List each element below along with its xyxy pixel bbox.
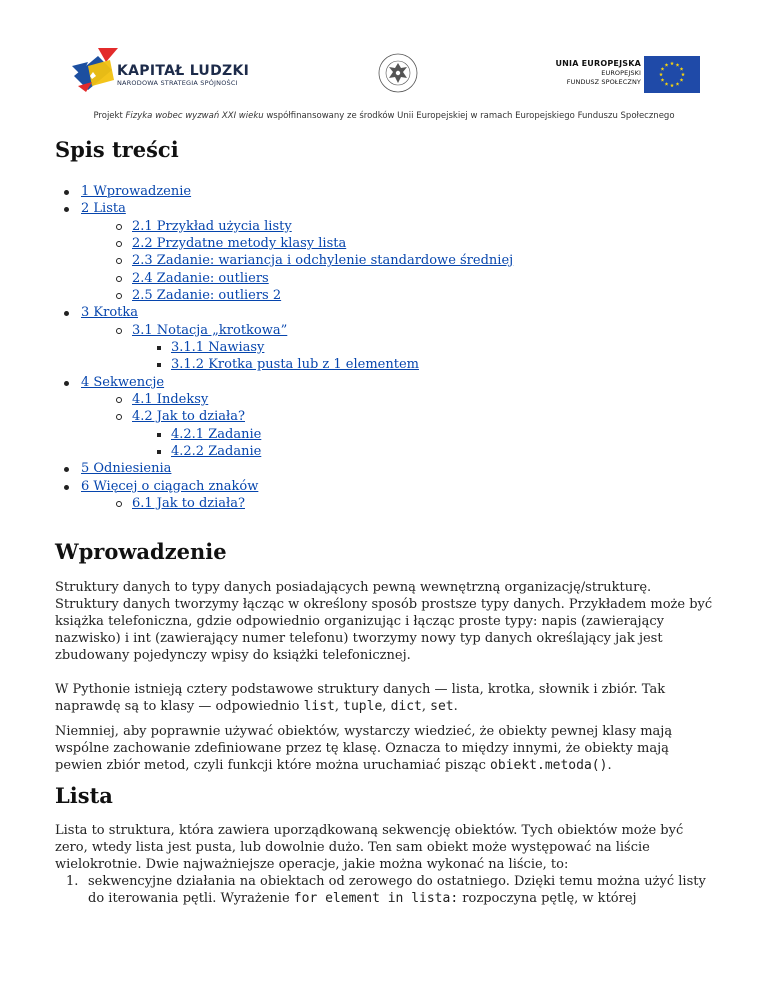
bullet-disc-icon (64, 190, 69, 195)
eu-flag-icon (644, 56, 700, 93)
text: , (382, 699, 391, 714)
list-number: 1. (66, 874, 79, 889)
paragraph-text (55, 723, 715, 774)
intro-paragraph-3 (55, 723, 715, 774)
toc-item (55, 183, 513, 200)
toc-item (55, 391, 513, 408)
toc-link[interactable]: 6 Więcej o ciągach znaków (81, 478, 259, 494)
toc-item (55, 270, 513, 287)
ue-line-1: EUROPEJSKI (601, 69, 641, 77)
intro-paragraph-2 (55, 681, 715, 715)
project-caption (0, 108, 768, 125)
toc-link[interactable]: 4.2 Jak to działa? (132, 409, 245, 425)
list-item (55, 873, 715, 907)
text: W Pythonie istnieją cztery podstawowe struktury danych — lista, krotka, słownik i zbiór. Tak naprawdę są to klasy — odpowiednio (55, 682, 666, 714)
code-tuple: tuple (343, 699, 383, 714)
text: Niemniej, aby poprawnie używać obiektów, wystarczy wiedzieć, że obiekty pewnej klasy mają wspólne zachowanie zdefiniowane przez tę klasę. Oznacza to między innymi, że obiekty mają pewien zbiór metod, czyli funkcji które można uruchamiać pisząc (55, 724, 673, 773)
bullet-circle-icon (116, 224, 122, 230)
bullet-disc-icon (64, 311, 69, 316)
bullet-circle-icon (116, 241, 122, 247)
toc-item (55, 426, 513, 443)
project-post: współfinansowany ze środków Unii Europejskiej w ramach Europejskiego Funduszu Społecznego (263, 111, 675, 121)
ordered-list (55, 873, 715, 907)
code-obiekt-metoda: obiekt.metoda() (490, 758, 608, 773)
kl-title: KAPITAŁ LUDZKI (117, 63, 250, 79)
toc-item (55, 339, 513, 356)
bullet-square-icon (157, 346, 161, 350)
toc-item (55, 443, 513, 460)
toc-item (55, 200, 513, 217)
toc-link[interactable]: 6.1 Jak to działa? (132, 495, 245, 511)
intro-paragraph-1 (55, 579, 715, 664)
bullet-disc-icon (64, 207, 69, 212)
project-pre: Projekt (93, 111, 126, 121)
ue-text (555, 58, 641, 87)
text: rozpoczyna pętlę, w której (458, 891, 637, 906)
toc-item (55, 495, 513, 512)
toc-item (55, 322, 513, 339)
toc-link[interactable]: 4 Sekwencje (81, 374, 165, 390)
bullet-circle-icon (116, 293, 122, 299)
toc-link[interactable]: 4.1 Indeksy (132, 391, 209, 407)
lista-ordered-list (55, 873, 715, 907)
text: . (607, 758, 612, 773)
paragraph-text (55, 681, 715, 715)
bullet-square-icon (157, 450, 161, 454)
toc-item (55, 408, 513, 425)
section-heading-lista: Lista (55, 783, 113, 808)
toc-link[interactable]: 3.1 Notacja „krotkowa” (132, 322, 288, 338)
toc-link[interactable]: 5 Odniesienia (81, 461, 172, 477)
toc-item (55, 252, 513, 269)
kl-subtitle: NARODOWA STRATEGIA SPÓJNOŚCI (117, 79, 238, 87)
toc-link[interactable]: 2.3 Zadanie: wariancja i odchylenie standardowe średniej (132, 253, 514, 269)
toc-link[interactable]: 4.2.1 Zadanie (171, 426, 262, 442)
bullet-circle-icon (116, 414, 122, 420)
bullet-circle-icon (116, 328, 122, 334)
bullet-disc-icon (64, 467, 69, 472)
code-for-loop: for element in lista: (293, 891, 459, 906)
ue-line-2: FUNDUSZ SPOŁECZNY (566, 78, 641, 86)
toc-link[interactable]: 3 Krotka (81, 305, 139, 321)
section-heading-wprowadzenie: Wprowadzenie (55, 539, 227, 564)
toc-item (55, 460, 513, 477)
bullet-circle-icon (116, 258, 122, 264)
text: . (453, 699, 458, 714)
toc-item (55, 478, 513, 495)
project-title: Fizyka wobec wyzwań XXI wieku (125, 111, 264, 121)
text: sekwencyjne działania na obiektach od zerowego do ostatniego. Dzięki temu można użyć listy do iterowania pętli. Wyrażenie (88, 874, 706, 906)
bullet-circle-icon (116, 276, 122, 282)
paragraph-text: Lista to struktura, która zawiera uporządkowaną sekwencję obiektów. Tych obiektów może być zero, wtedy lista jest pusta, lub dowolnie dużo. Ten sam obiekt może występować na liście wielokrotnie. Dwie najważniejsze operacje, jakie można wykonać na liście, to: (55, 823, 684, 872)
code-set: set (430, 699, 454, 714)
ue-title: UNIA EUROPEJSKA (555, 59, 641, 68)
university-seal-icon (377, 52, 419, 94)
bullet-disc-icon (64, 485, 69, 490)
toc-link[interactable]: 2.4 Zadanie: outliers (132, 270, 269, 286)
text: , (421, 699, 431, 714)
toc-link[interactable]: 2.1 Przykład użycia listy (132, 218, 292, 234)
toc-link[interactable]: 3.1.1 Nawiasy (171, 339, 265, 355)
code-dict: dict (390, 699, 422, 714)
toc-item (55, 374, 513, 391)
bullet-square-icon (157, 363, 161, 367)
bullet-circle-icon (116, 397, 122, 403)
lista-paragraph-1 (55, 822, 715, 873)
toc-link[interactable]: 4.2.2 Zadanie (171, 443, 262, 459)
toc-item (55, 287, 513, 304)
toc-link[interactable]: 2 Lista (81, 201, 126, 217)
toc-link[interactable]: 2.5 Zadanie: outliers 2 (132, 287, 282, 303)
toc-link[interactable]: 1 Wprowadzenie (81, 184, 192, 199)
toc-link[interactable]: 3.1.2 Krotka pusta lub z 1 elementem (171, 357, 419, 373)
code-list: list (303, 699, 335, 714)
toc-item (55, 304, 513, 321)
header-banner (0, 0, 768, 130)
bullet-square-icon (157, 433, 161, 437)
text: , (334, 699, 344, 714)
paragraph-text: Struktury danych to typy danych posiadających pewną wewnętrzną organizację/strukturę. Struktury danych tworzymy łącząc w określony sposób prostsze typy danych. Przykładem może być książka telefoniczna, gdzie odpowiednio organizując i łącząc proste typy: napis (zawierający nazwisko) i int (zawierający numer telefonu) tworzymy nowy typ danych określający jak jest zbudowany pojedynczy wpisy do książki telefonicznej. (55, 580, 713, 663)
kapital-ludzki-text (117, 63, 249, 88)
toc-item (55, 356, 513, 373)
toc-item (55, 235, 513, 252)
table-of-contents (55, 183, 513, 512)
bullet-circle-icon (116, 501, 122, 507)
toc-link[interactable]: 2.2 Przydatne metody klasy lista (132, 235, 347, 251)
toc-title: Spis treści (55, 137, 179, 162)
toc-item (55, 218, 513, 235)
bullet-disc-icon (64, 381, 69, 386)
